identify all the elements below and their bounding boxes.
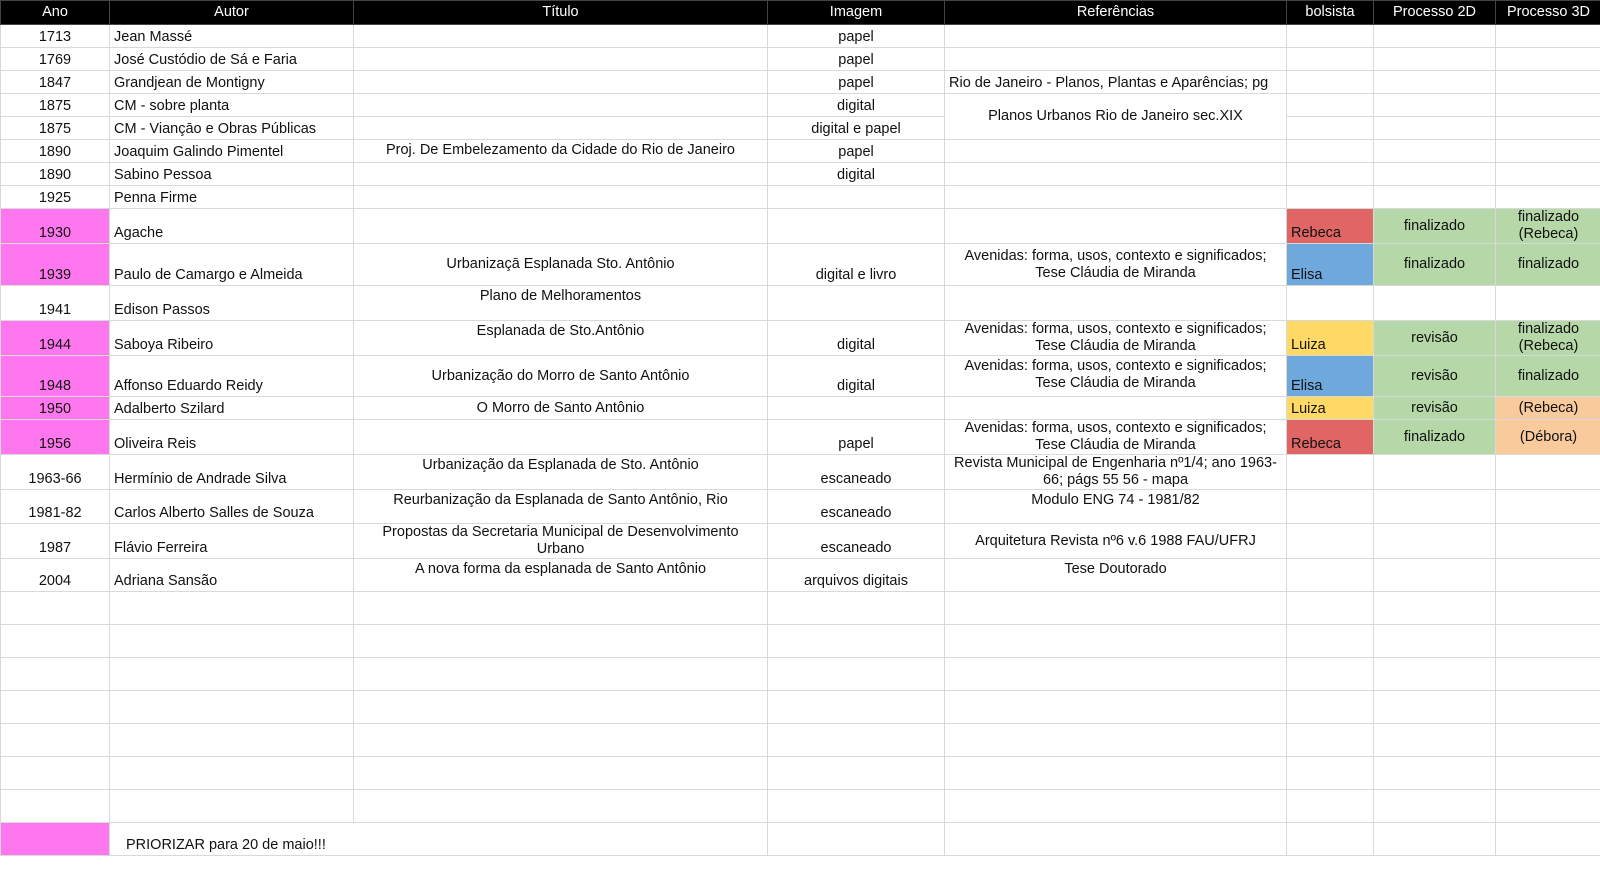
- cell-bolsista[interactable]: [1287, 186, 1374, 209]
- empty-cell[interactable]: [1287, 658, 1374, 691]
- cell-titulo[interactable]: [354, 186, 768, 209]
- cell-referencias-merged[interactable]: Planos Urbanos Rio de Janeiro sec.XIX: [945, 94, 1287, 140]
- cell-processo-2d[interactable]: [1374, 559, 1496, 592]
- cell-referencias[interactable]: [945, 48, 1287, 71]
- column-header-processo-3d[interactable]: Processo 3D: [1496, 1, 1600, 25]
- empty-cell[interactable]: [1496, 823, 1600, 856]
- cell-ano[interactable]: 1944: [1, 321, 110, 356]
- table-row: [1, 559, 1600, 592]
- empty-cell[interactable]: [110, 658, 354, 691]
- cell-ano[interactable]: 1950: [1, 397, 110, 420]
- cell-imagem[interactable]: digital: [768, 163, 945, 186]
- empty-cell[interactable]: [1496, 592, 1600, 625]
- cell-processo-2d[interactable]: [1374, 524, 1496, 559]
- empty-cell[interactable]: [768, 658, 945, 691]
- cell-bolsista[interactable]: [1287, 140, 1374, 163]
- cell-processo-2d[interactable]: finalizado: [1374, 209, 1496, 244]
- cell-autor[interactable]: Oliveira Reis: [110, 420, 354, 455]
- cell-imagem[interactable]: papel: [768, 71, 945, 94]
- cell-autor[interactable]: CM - Viançāo e Obras Públicas: [110, 117, 354, 140]
- empty-row: [1, 724, 1600, 757]
- cell-processo-2d[interactable]: [1374, 186, 1496, 209]
- cell-ano[interactable]: 2004: [1, 559, 110, 592]
- table-row: [1, 186, 1600, 209]
- cell-processo-3d[interactable]: [1496, 94, 1600, 117]
- cell-autor[interactable]: Carlos Alberto Salles de Souza: [110, 490, 354, 524]
- table-row: [1, 140, 1600, 163]
- empty-cell[interactable]: [768, 625, 945, 658]
- table-row: [1, 244, 1600, 286]
- empty-cell[interactable]: [1287, 592, 1374, 625]
- cell-imagem[interactable]: [768, 186, 945, 209]
- empty-cell[interactable]: [1374, 724, 1496, 757]
- cell-imagem[interactable]: arquivos digitais: [768, 559, 945, 592]
- empty-cell[interactable]: [1496, 658, 1600, 691]
- legend-swatch-pink[interactable]: [1, 823, 110, 856]
- cell-autor[interactable]: Joaquim Galindo Pimentel: [110, 140, 354, 163]
- cell-titulo[interactable]: [354, 420, 768, 455]
- cell-processo-2d[interactable]: [1374, 163, 1496, 186]
- cell-processo-3d[interactable]: [1496, 186, 1600, 209]
- cell-autor[interactable]: Flávio Ferreira: [110, 524, 354, 559]
- empty-cell[interactable]: [945, 592, 1287, 625]
- cell-ano[interactable]: 1948: [1, 356, 110, 397]
- column-header-imagem[interactable]: Imagem: [768, 1, 945, 25]
- cell-ano[interactable]: 1875: [1, 117, 110, 140]
- cell-bolsista[interactable]: Elisa: [1287, 356, 1374, 397]
- cell-autor[interactable]: Penna Firme: [110, 186, 354, 209]
- empty-cell[interactable]: [354, 691, 768, 724]
- cell-processo-2d[interactable]: [1374, 117, 1496, 140]
- cell-autor[interactable]: Paulo de Camargo e Almeida: [110, 244, 354, 286]
- column-header-ano[interactable]: Ano: [1, 1, 110, 25]
- cell-titulo[interactable]: [354, 48, 768, 71]
- cell-bolsista[interactable]: [1287, 94, 1374, 117]
- empty-cell[interactable]: [1, 625, 110, 658]
- table-row: [1, 321, 1600, 356]
- cell-ano[interactable]: 1890: [1, 163, 110, 186]
- cell-referencias[interactable]: Arquitetura Revista nº6 v.6 1988 FAU/UFRJ: [945, 524, 1287, 559]
- cell-autor[interactable]: Adriana Sansão: [110, 559, 354, 592]
- empty-cell[interactable]: [1, 757, 110, 790]
- cell-ano[interactable]: 1963-66: [1, 455, 110, 490]
- cell-referencias[interactable]: [945, 186, 1287, 209]
- table-row: [1, 356, 1600, 397]
- cell-processo-2d[interactable]: revisão: [1374, 356, 1496, 397]
- cell-bolsista[interactable]: [1287, 117, 1374, 140]
- cell-bolsista[interactable]: Elisa: [1287, 244, 1374, 286]
- cell-processo-2d[interactable]: [1374, 25, 1496, 48]
- cell-imagem[interactable]: papel: [768, 48, 945, 71]
- empty-cell[interactable]: [354, 625, 768, 658]
- empty-cell[interactable]: [1374, 625, 1496, 658]
- cell-titulo[interactable]: A nova forma da esplanada de Santo Antônio: [354, 559, 768, 592]
- cell-imagem[interactable]: digital: [768, 94, 945, 117]
- cell-titulo[interactable]: [354, 25, 768, 48]
- cell-autor[interactable]: Sabino Pessoa: [110, 163, 354, 186]
- cell-processo-3d[interactable]: finalizado (Rebeca): [1496, 209, 1600, 244]
- cell-bolsista[interactable]: Luiza: [1287, 397, 1374, 420]
- empty-cell[interactable]: [110, 691, 354, 724]
- empty-cell[interactable]: [1496, 724, 1600, 757]
- cell-processo-3d[interactable]: (Débora): [1496, 420, 1600, 455]
- legend-row: [1, 823, 1600, 856]
- cell-processo-2d[interactable]: [1374, 455, 1496, 490]
- empty-cell[interactable]: [110, 724, 354, 757]
- empty-cell[interactable]: [1374, 757, 1496, 790]
- cell-imagem[interactable]: escaneado: [768, 490, 945, 524]
- column-header-processo-2d[interactable]: Processo 2D: [1374, 1, 1496, 25]
- cell-ano[interactable]: 1890: [1, 140, 110, 163]
- cell-processo-2d[interactable]: [1374, 94, 1496, 117]
- cell-imagem[interactable]: digital e papel: [768, 117, 945, 140]
- cell-referencias[interactable]: [945, 209, 1287, 244]
- cell-referencias[interactable]: Revista Municipal de Engenharia nº1/4; ano 1963-66; págs 55 56 - mapa: [945, 455, 1287, 490]
- cell-processo-3d[interactable]: [1496, 117, 1600, 140]
- cell-ano[interactable]: 1847: [1, 71, 110, 94]
- empty-row: [1, 790, 1600, 823]
- empty-cell[interactable]: [1496, 691, 1600, 724]
- empty-cell[interactable]: [945, 625, 1287, 658]
- cell-processo-3d[interactable]: [1496, 490, 1600, 524]
- cell-titulo[interactable]: [354, 117, 768, 140]
- empty-cell[interactable]: [1496, 625, 1600, 658]
- cell-imagem[interactable]: digital: [768, 356, 945, 397]
- empty-cell[interactable]: [1287, 625, 1374, 658]
- cell-titulo[interactable]: [354, 209, 768, 244]
- cell-processo-3d[interactable]: finalizado: [1496, 244, 1600, 286]
- cell-processo-2d[interactable]: revisão: [1374, 397, 1496, 420]
- cell-processo-3d[interactable]: [1496, 48, 1600, 71]
- cell-imagem[interactable]: [768, 397, 945, 420]
- cell-autor[interactable]: CM - sobre planta: [110, 94, 354, 117]
- empty-cell[interactable]: [1374, 592, 1496, 625]
- cell-processo-2d[interactable]: [1374, 48, 1496, 71]
- cell-processo-2d[interactable]: revisão: [1374, 321, 1496, 356]
- cell-autor[interactable]: Grandjean de Montigny: [110, 71, 354, 94]
- table-row: [1, 163, 1600, 186]
- cell-processo-3d[interactable]: [1496, 455, 1600, 490]
- table-row: [1, 48, 1600, 71]
- cell-referencias[interactable]: [945, 397, 1287, 420]
- cell-referencias[interactable]: Avenidas: forma, usos, contexto e significados; Tese Cláudia de Miranda: [945, 356, 1287, 397]
- cell-autor[interactable]: Edison Passos: [110, 286, 354, 321]
- cell-bolsista[interactable]: [1287, 455, 1374, 490]
- cell-imagem[interactable]: [768, 286, 945, 321]
- cell-referencias[interactable]: Avenidas: forma, usos, contexto e significados; Tese Cláudia de Miranda: [945, 244, 1287, 286]
- cell-ano[interactable]: 1981-82: [1, 490, 110, 524]
- cell-processo-3d[interactable]: [1496, 163, 1600, 186]
- cell-bolsista[interactable]: Rebeca: [1287, 209, 1374, 244]
- table-row: [1, 397, 1600, 420]
- cell-processo-3d[interactable]: [1496, 25, 1600, 48]
- cell-titulo[interactable]: Urbanização do Morro de Santo Antônio: [354, 356, 768, 397]
- cell-referencias[interactable]: [945, 140, 1287, 163]
- cell-imagem[interactable]: escaneado: [768, 524, 945, 559]
- cell-bolsista[interactable]: [1287, 163, 1374, 186]
- table-row: [1, 25, 1600, 48]
- empty-cell[interactable]: [768, 823, 945, 856]
- empty-cell[interactable]: [1496, 790, 1600, 823]
- cell-processo-2d[interactable]: finalizado: [1374, 244, 1496, 286]
- cell-referencias[interactable]: [945, 286, 1287, 321]
- cell-autor[interactable]: Jean Massé: [110, 25, 354, 48]
- cell-ano[interactable]: 1875: [1, 94, 110, 117]
- cell-referencias[interactable]: Tese Doutorado: [945, 559, 1287, 592]
- empty-cell[interactable]: [110, 592, 354, 625]
- cell-imagem[interactable]: digital e livro: [768, 244, 945, 286]
- empty-cell[interactable]: [1, 691, 110, 724]
- cell-imagem[interactable]: papel: [768, 25, 945, 48]
- cell-ano[interactable]: 1941: [1, 286, 110, 321]
- empty-cell[interactable]: [354, 658, 768, 691]
- cell-bolsista[interactable]: [1287, 25, 1374, 48]
- cell-bolsista[interactable]: [1287, 286, 1374, 321]
- empty-cell[interactable]: [768, 757, 945, 790]
- cell-titulo[interactable]: Urbanização da Esplanada de Sto. Antônio: [354, 455, 768, 490]
- table-row: [1, 71, 1600, 94]
- empty-cell[interactable]: [768, 691, 945, 724]
- cell-processo-3d[interactable]: [1496, 559, 1600, 592]
- empty-cell[interactable]: [1374, 823, 1496, 856]
- empty-cell[interactable]: [354, 724, 768, 757]
- cell-referencias[interactable]: Avenidas: forma, usos, contexto e significados; Tese Cláudia de Miranda: [945, 321, 1287, 356]
- cell-titulo[interactable]: Proj. De Embelezamento da Cidade do Rio de Janeiro: [354, 140, 768, 163]
- cell-titulo[interactable]: Reurbanização da Esplanada de Santo Antônio, Rio: [354, 490, 768, 524]
- cell-bolsista[interactable]: [1287, 559, 1374, 592]
- cell-processo-3d[interactable]: (Rebeca): [1496, 397, 1600, 420]
- cell-referencias[interactable]: [945, 163, 1287, 186]
- table-row: [1, 455, 1600, 490]
- cell-referencias[interactable]: Modulo ENG 74 - 1981/82: [945, 490, 1287, 524]
- empty-cell[interactable]: [1374, 658, 1496, 691]
- empty-cell[interactable]: [768, 592, 945, 625]
- cell-imagem[interactable]: papel: [768, 140, 945, 163]
- cell-bolsista[interactable]: Luiza: [1287, 321, 1374, 356]
- column-header-titulo[interactable]: Título: [354, 1, 768, 25]
- empty-cell[interactable]: [1, 658, 110, 691]
- cell-processo-3d[interactable]: [1496, 286, 1600, 321]
- cell-ano[interactable]: 1925: [1, 186, 110, 209]
- empty-cell[interactable]: [768, 724, 945, 757]
- cell-processo-2d[interactable]: [1374, 140, 1496, 163]
- column-header-bolsista[interactable]: bolsista: [1287, 1, 1374, 25]
- cell-ano[interactable]: 1987: [1, 524, 110, 559]
- cell-referencias[interactable]: [945, 25, 1287, 48]
- empty-row: [1, 592, 1600, 625]
- cell-titulo[interactable]: Urbanizaçā Esplanada Sto. Antônio: [354, 244, 768, 286]
- table-row: [1, 524, 1600, 559]
- cell-titulo[interactable]: Esplanada de Sto.Antônio: [354, 321, 768, 356]
- empty-cell[interactable]: [1287, 757, 1374, 790]
- cell-imagem[interactable]: escaneado: [768, 455, 945, 490]
- empty-cell[interactable]: [110, 790, 354, 823]
- cell-ano[interactable]: 1769: [1, 48, 110, 71]
- cell-autor[interactable]: Affonso Eduardo Reidy: [110, 356, 354, 397]
- table-row: [1, 117, 1600, 140]
- cell-bolsista[interactable]: [1287, 490, 1374, 524]
- cell-imagem[interactable]: [768, 209, 945, 244]
- cell-titulo[interactable]: [354, 163, 768, 186]
- cell-processo-2d[interactable]: [1374, 286, 1496, 321]
- column-header-referencias[interactable]: Referências: [945, 1, 1287, 25]
- cell-bolsista[interactable]: Rebeca: [1287, 420, 1374, 455]
- empty-cell[interactable]: [1287, 790, 1374, 823]
- column-header-autor[interactable]: Autor: [110, 1, 354, 25]
- cell-processo-2d[interactable]: [1374, 490, 1496, 524]
- cell-autor[interactable]: Saboya Ribeiro: [110, 321, 354, 356]
- empty-cell[interactable]: [1, 592, 110, 625]
- cell-processo-3d[interactable]: [1496, 140, 1600, 163]
- cell-ano[interactable]: 1939: [1, 244, 110, 286]
- cell-autor[interactable]: Hermínio de Andrade Silva: [110, 455, 354, 490]
- empty-cell[interactable]: [945, 790, 1287, 823]
- empty-cell[interactable]: [1287, 724, 1374, 757]
- empty-cell[interactable]: [945, 691, 1287, 724]
- cell-bolsista[interactable]: [1287, 71, 1374, 94]
- cell-autor[interactable]: Agache: [110, 209, 354, 244]
- empty-cell[interactable]: [110, 757, 354, 790]
- empty-cell[interactable]: [1287, 823, 1374, 856]
- cell-autor[interactable]: Adalberto Szilard: [110, 397, 354, 420]
- empty-row: [1, 691, 1600, 724]
- empty-cell[interactable]: [945, 757, 1287, 790]
- empty-cell[interactable]: [1374, 790, 1496, 823]
- cell-titulo[interactable]: Plano de Melhoramentos: [354, 286, 768, 321]
- cell-referencias[interactable]: Avenidas: forma, usos, contexto e significados; Tese Cláudia de Miranda: [945, 420, 1287, 455]
- empty-cell[interactable]: [1496, 757, 1600, 790]
- cell-processo-3d[interactable]: finalizado: [1496, 356, 1600, 397]
- empty-row: [1, 625, 1600, 658]
- empty-cell[interactable]: [768, 790, 945, 823]
- cell-titulo[interactable]: [354, 94, 768, 117]
- cell-autor[interactable]: José Custódio de Sá e Faria: [110, 48, 354, 71]
- cell-processo-3d[interactable]: [1496, 524, 1600, 559]
- cell-processo-3d[interactable]: finalizado (Rebeca): [1496, 321, 1600, 356]
- empty-cell[interactable]: [1, 724, 110, 757]
- cell-ano[interactable]: 1956: [1, 420, 110, 455]
- empty-cell[interactable]: [945, 724, 1287, 757]
- table-row: [1, 286, 1600, 321]
- cell-processo-2d[interactable]: [1374, 71, 1496, 94]
- cell-titulo[interactable]: O Morro de Santo Antônio: [354, 397, 768, 420]
- cell-titulo[interactable]: Propostas da Secretaria Municipal de Desenvolvimento Urbano: [354, 524, 768, 559]
- empty-cell[interactable]: [110, 625, 354, 658]
- empty-cell[interactable]: [354, 790, 768, 823]
- cell-processo-3d[interactable]: [1496, 71, 1600, 94]
- empty-cell[interactable]: [354, 592, 768, 625]
- table-row: [1, 490, 1600, 524]
- table-row: [1, 209, 1600, 244]
- cell-processo-2d[interactable]: finalizado: [1374, 420, 1496, 455]
- empty-row: [1, 658, 1600, 691]
- empty-cell[interactable]: [354, 757, 768, 790]
- cell-ano[interactable]: 1930: [1, 209, 110, 244]
- table-row: [1, 420, 1600, 455]
- cell-ano[interactable]: 1713: [1, 25, 110, 48]
- cell-titulo[interactable]: [354, 71, 768, 94]
- cell-bolsista[interactable]: [1287, 524, 1374, 559]
- cell-imagem[interactable]: digital: [768, 321, 945, 356]
- cell-bolsista[interactable]: [1287, 48, 1374, 71]
- empty-cell[interactable]: [1287, 691, 1374, 724]
- cell-imagem[interactable]: papel: [768, 420, 945, 455]
- header-row: [1, 1, 1600, 25]
- empty-cell[interactable]: [945, 823, 1287, 856]
- empty-cell[interactable]: [1, 790, 110, 823]
- empty-cell[interactable]: [945, 658, 1287, 691]
- empty-row: [1, 757, 1600, 790]
- legend-priority-note[interactable]: PRIORIZAR para 20 de maio!!!: [110, 823, 768, 856]
- table-row: [1, 94, 1600, 117]
- empty-cell[interactable]: [1374, 691, 1496, 724]
- cell-referencias[interactable]: Rio de Janeiro - Planos, Plantas e Aparências; pg: [945, 71, 1287, 94]
